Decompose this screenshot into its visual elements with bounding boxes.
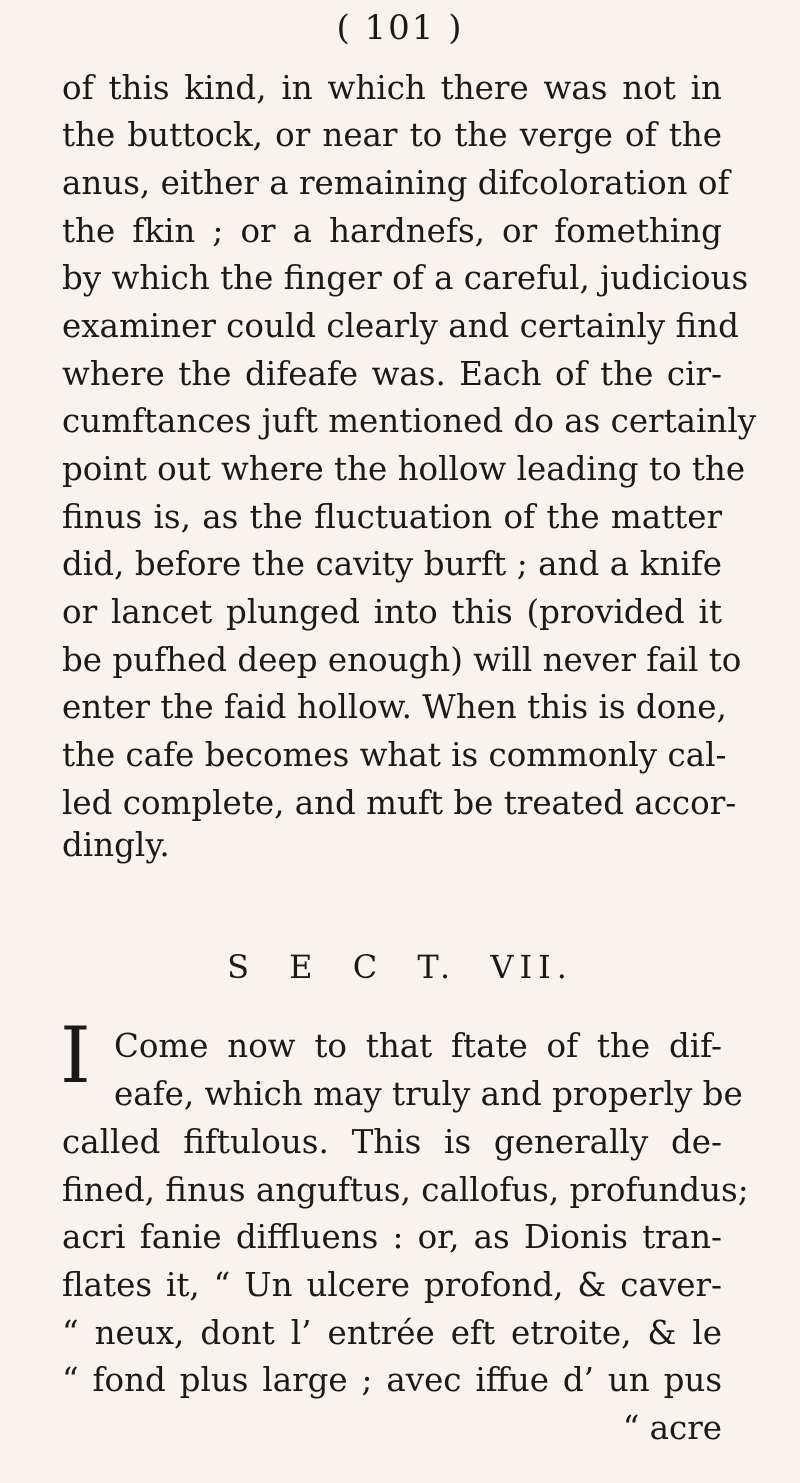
section-heading: S E C T. VII. — [227, 948, 573, 986]
text-line: Come now to that ftate of the dif- — [114, 1027, 722, 1065]
text-line: did, before the cavity burft ; and a knife — [62, 545, 722, 583]
page-number: ( 101 ) — [336, 8, 464, 48]
text-line: anus, either a remaining difcoloration of — [62, 164, 730, 202]
text-line: by which the finger of a careful, judicious — [62, 259, 749, 297]
catchword: “ acre — [622, 1409, 722, 1447]
text-line-last: dingly. — [62, 826, 170, 864]
drop-cap: I — [60, 1011, 91, 1101]
text-line: the fkin ; or a hardnefs, or fomething — [62, 212, 722, 250]
text-line: “ neux, dont l’ entrée eft etroite, & le — [62, 1314, 722, 1352]
text-line: flates it, “ Un ulcere profond, & caver- — [62, 1266, 722, 1304]
text-line: point out where the hollow leading to the — [62, 450, 746, 488]
text-line: finus is, as the fluctuation of the matter — [62, 498, 722, 536]
text-line: enter the faid hollow. When this is done, — [62, 688, 727, 726]
text-line: where the difeafe was. Each of the cir- — [62, 355, 722, 393]
text-line: of this kind, in which there was not in — [62, 69, 722, 107]
text-line: be pufhed deep enough) will never fail to — [62, 641, 742, 679]
text-line: acri fanie diffluens : or, as Dionis tran- — [62, 1218, 722, 1256]
text-line: “ fond plus large ; avec iffue d’ un pus — [62, 1361, 722, 1399]
text-line: eafe, which may truly and properly be — [114, 1075, 743, 1113]
text-line: the buttock, or near to the verge of the — [62, 116, 722, 154]
text-line: the cafe becomes what is commonly cal- — [62, 736, 727, 774]
text-line: cumftances juft mentioned do as certainly — [62, 402, 757, 440]
text-line: or lancet plunged into this (provided it — [62, 593, 722, 631]
text-line: examiner could clearly and certainly find — [62, 307, 739, 345]
text-line: led complete, and muft be treated accor- — [62, 784, 737, 822]
text-line: fined, finus anguftus, callofus, profundus; — [62, 1171, 749, 1209]
text-line: called fiftulous. This is generally de- — [62, 1123, 722, 1161]
